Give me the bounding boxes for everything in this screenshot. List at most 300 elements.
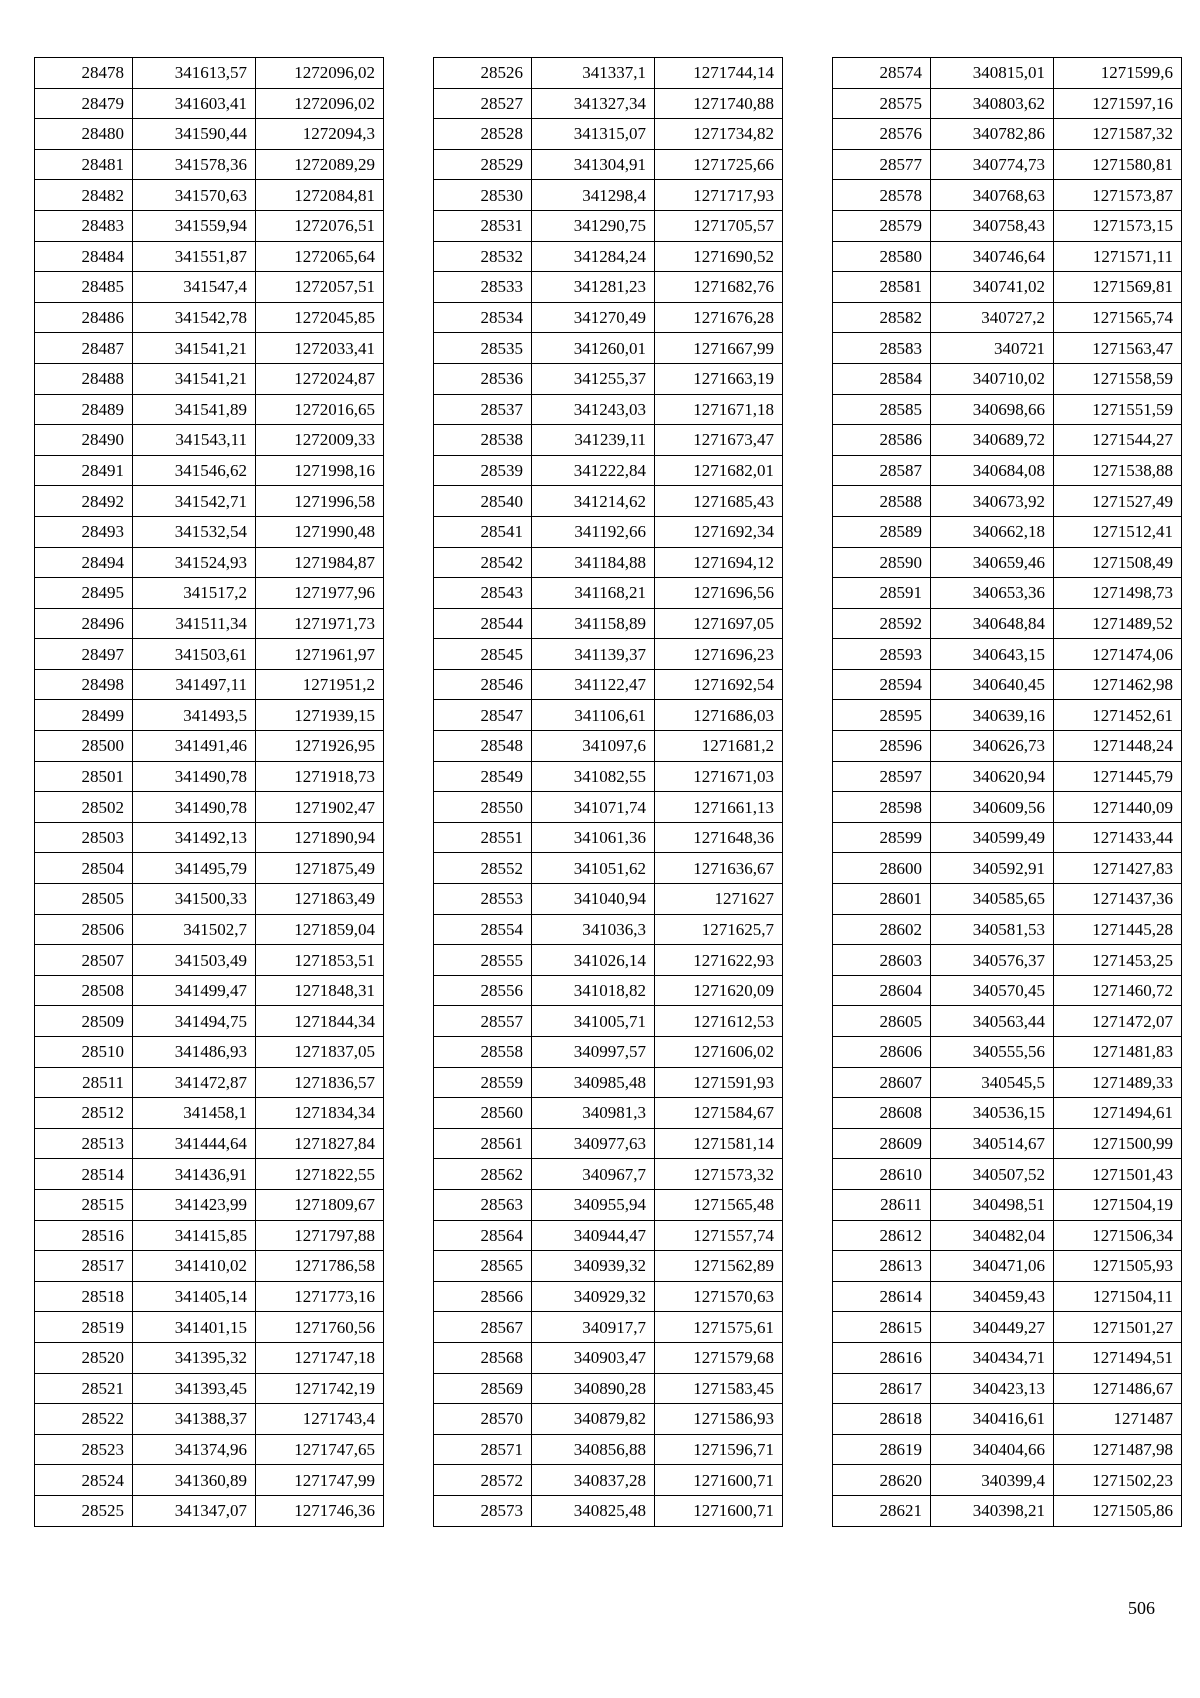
point-number-cell: 28498 [35,669,133,700]
x-coordinate-cell: 341298,4 [532,180,655,211]
y-coordinate-cell: 1271573,15 [1054,210,1182,241]
y-coordinate-cell: 1271696,56 [655,578,783,609]
x-coordinate-cell: 341106,61 [532,700,655,731]
x-coordinate-cell: 341492,13 [133,822,256,853]
y-coordinate-cell: 1271661,13 [655,792,783,823]
point-number-cell: 28509 [35,1006,133,1037]
y-coordinate-cell: 1271902,47 [256,792,384,823]
point-number-cell: 28613 [833,1251,931,1282]
x-coordinate-cell: 341222,84 [532,455,655,486]
y-coordinate-cell: 1272094,3 [256,119,384,150]
x-coordinate-cell: 341559,94 [133,210,256,241]
y-coordinate-cell: 1271489,52 [1054,608,1182,639]
y-coordinate-cell: 1271682,01 [655,455,783,486]
table-row [434,547,783,578]
y-coordinate-cell: 1271742,19 [256,1373,384,1404]
y-coordinate-cell: 1271890,94 [256,822,384,853]
y-coordinate-cell: 1271612,53 [655,1006,783,1037]
x-coordinate-cell: 341393,45 [133,1373,256,1404]
table-row [35,669,384,700]
point-number-cell: 28545 [434,639,532,670]
x-coordinate-cell: 340981,3 [532,1098,655,1129]
table-row [833,608,1182,639]
point-number-cell: 28570 [434,1404,532,1435]
x-coordinate-cell: 340698,66 [931,394,1054,425]
y-coordinate-cell: 1271579,68 [655,1342,783,1373]
point-number-cell: 28534 [434,302,532,333]
table-row [833,455,1182,486]
point-number-cell: 28603 [833,945,931,976]
y-coordinate-cell: 1271760,56 [256,1312,384,1343]
point-number-cell: 28526 [434,58,532,89]
y-coordinate-cell: 1271625,7 [655,914,783,945]
point-number-cell: 28487 [35,333,133,364]
table-row [833,149,1182,180]
point-number-cell: 28563 [434,1189,532,1220]
x-coordinate-cell: 340977,63 [532,1128,655,1159]
table-row [833,884,1182,915]
point-number-cell: 28559 [434,1067,532,1098]
page-number: 506 [1128,1598,1155,1618]
table-row [833,241,1182,272]
point-number-cell: 28558 [434,1037,532,1068]
y-coordinate-cell: 1271971,73 [256,608,384,639]
point-number-cell: 28595 [833,700,931,731]
table-row [434,1251,783,1282]
point-number-cell: 28564 [434,1220,532,1251]
point-number-cell: 28565 [434,1251,532,1282]
table-row [434,302,783,333]
table-row [833,394,1182,425]
y-coordinate-cell: 1271676,28 [655,302,783,333]
x-coordinate-cell: 341542,71 [133,486,256,517]
table-row [434,1312,783,1343]
x-coordinate-cell: 341243,03 [532,394,655,425]
point-number-cell: 28555 [434,945,532,976]
point-number-cell: 28554 [434,914,532,945]
table-row [833,1128,1182,1159]
point-number-cell: 28496 [35,608,133,639]
y-coordinate-cell: 1271501,43 [1054,1159,1182,1190]
y-coordinate-cell: 1271786,58 [256,1251,384,1282]
table-row [833,272,1182,303]
table-row [833,210,1182,241]
point-number-cell: 28587 [833,455,931,486]
y-coordinate-cell: 1271498,73 [1054,578,1182,609]
table-row [833,975,1182,1006]
point-number-cell: 28578 [833,180,931,211]
table-row [434,975,783,1006]
x-coordinate-cell: 341472,87 [133,1067,256,1098]
y-coordinate-cell: 1271453,25 [1054,945,1182,976]
y-coordinate-cell: 1271686,03 [655,700,783,731]
table-row [434,1342,783,1373]
x-coordinate-cell: 341018,82 [532,975,655,1006]
point-number-cell: 28501 [35,761,133,792]
y-coordinate-cell: 1271440,09 [1054,792,1182,823]
table-row [35,639,384,670]
point-number-cell: 28576 [833,119,931,150]
x-coordinate-cell: 341040,94 [532,884,655,915]
y-coordinate-cell: 1271834,34 [256,1098,384,1129]
x-coordinate-cell: 341327,34 [532,88,655,119]
table-row [434,669,783,700]
table-row [35,578,384,609]
table-row [434,853,783,884]
x-coordinate-cell: 340774,73 [931,149,1054,180]
point-number-cell: 28610 [833,1159,931,1190]
point-number-cell: 28573 [434,1495,532,1526]
x-coordinate-cell: 341122,47 [532,669,655,700]
table-body [833,58,1182,1527]
table-row [434,1067,783,1098]
x-coordinate-cell: 341532,54 [133,516,256,547]
table-row [35,1465,384,1496]
y-coordinate-cell: 1272076,51 [256,210,384,241]
table-row [434,945,783,976]
point-number-cell: 28560 [434,1098,532,1129]
y-coordinate-cell: 1271489,33 [1054,1067,1182,1098]
x-coordinate-cell: 341270,49 [532,302,655,333]
y-coordinate-cell: 1271445,79 [1054,761,1182,792]
table-row [35,486,384,517]
x-coordinate-cell: 341517,2 [133,578,256,609]
point-number-cell: 28601 [833,884,931,915]
x-coordinate-cell: 341458,1 [133,1098,256,1129]
table-row [35,180,384,211]
x-coordinate-cell: 340856,88 [532,1434,655,1465]
table-row [35,1404,384,1435]
y-coordinate-cell: 1271744,14 [655,58,783,89]
point-number-cell: 28516 [35,1220,133,1251]
point-number-cell: 28598 [833,792,931,823]
x-coordinate-cell: 341239,11 [532,425,655,456]
x-coordinate-cell: 341603,41 [133,88,256,119]
point-number-cell: 28503 [35,822,133,853]
x-coordinate-cell: 340721 [931,333,1054,364]
x-coordinate-cell: 341541,21 [133,363,256,394]
x-coordinate-cell: 340592,91 [931,853,1054,884]
x-coordinate-cell: 341097,6 [532,731,655,762]
point-number-cell: 28511 [35,1067,133,1098]
point-number-cell: 28540 [434,486,532,517]
y-coordinate-cell: 1271505,93 [1054,1251,1182,1282]
table-row [833,1006,1182,1037]
point-number-cell: 28615 [833,1312,931,1343]
table-row [434,700,783,731]
table-row [434,363,783,394]
x-coordinate-cell: 341490,78 [133,792,256,823]
y-coordinate-cell: 1271599,6 [1054,58,1182,89]
y-coordinate-cell: 1271506,34 [1054,1220,1182,1251]
point-number-cell: 28525 [35,1495,133,1526]
x-coordinate-cell: 341139,37 [532,639,655,670]
x-coordinate-cell: 340482,04 [931,1220,1054,1251]
x-coordinate-cell: 340643,15 [931,639,1054,670]
table-row [35,333,384,364]
table-row [35,1006,384,1037]
table-row [833,914,1182,945]
point-number-cell: 28523 [35,1434,133,1465]
x-coordinate-cell: 340434,71 [931,1342,1054,1373]
y-coordinate-cell: 1271508,49 [1054,547,1182,578]
x-coordinate-cell: 340471,06 [931,1251,1054,1282]
table-row [35,853,384,884]
x-coordinate-cell: 341401,15 [133,1312,256,1343]
point-number-cell: 28507 [35,945,133,976]
y-coordinate-cell: 1271445,28 [1054,914,1182,945]
point-number-cell: 28588 [833,486,931,517]
y-coordinate-cell: 1271951,2 [256,669,384,700]
table-row [35,1495,384,1526]
table-row [833,119,1182,150]
point-number-cell: 28543 [434,578,532,609]
table-row [434,578,783,609]
y-coordinate-cell: 1271437,36 [1054,884,1182,915]
table-row [833,425,1182,456]
x-coordinate-cell: 341255,37 [532,363,655,394]
x-coordinate-cell: 341260,01 [532,333,655,364]
table-row [833,1159,1182,1190]
y-coordinate-cell: 1272016,65 [256,394,384,425]
x-coordinate-cell: 340404,66 [931,1434,1054,1465]
x-coordinate-cell: 340581,53 [931,914,1054,945]
y-coordinate-cell: 1272065,64 [256,241,384,272]
y-coordinate-cell: 1271836,57 [256,1067,384,1098]
y-coordinate-cell: 1271504,11 [1054,1281,1182,1312]
y-coordinate-cell: 1271462,98 [1054,669,1182,700]
y-coordinate-cell: 1271563,47 [1054,333,1182,364]
point-number-cell: 28591 [833,578,931,609]
y-coordinate-cell: 1271571,11 [1054,241,1182,272]
point-number-cell: 28597 [833,761,931,792]
table-row [434,1434,783,1465]
table-row [434,516,783,547]
y-coordinate-cell: 1271697,05 [655,608,783,639]
point-number-cell: 28537 [434,394,532,425]
point-number-cell: 28619 [833,1434,931,1465]
x-coordinate-cell: 341395,32 [133,1342,256,1373]
y-coordinate-cell: 1271583,45 [655,1373,783,1404]
y-coordinate-cell: 1271573,87 [1054,180,1182,211]
table-row [434,1128,783,1159]
x-coordinate-cell: 340536,15 [931,1098,1054,1129]
table-row [434,1189,783,1220]
table-row [833,1434,1182,1465]
table-row [35,1189,384,1220]
table-row [35,425,384,456]
point-number-cell: 28519 [35,1312,133,1343]
point-number-cell: 28581 [833,272,931,303]
table-row [35,822,384,853]
x-coordinate-cell: 341502,7 [133,914,256,945]
table-row [833,669,1182,700]
x-coordinate-cell: 341158,89 [532,608,655,639]
x-coordinate-cell: 340399,4 [931,1465,1054,1496]
y-coordinate-cell: 1271427,83 [1054,853,1182,884]
point-number-cell: 28617 [833,1373,931,1404]
point-number-cell: 28596 [833,731,931,762]
table-row [833,302,1182,333]
x-coordinate-cell: 341551,87 [133,241,256,272]
point-number-cell: 28535 [434,333,532,364]
x-coordinate-cell: 340570,45 [931,975,1054,1006]
table-row [35,608,384,639]
table-row [434,1098,783,1129]
x-coordinate-cell: 340746,64 [931,241,1054,272]
table-row [35,88,384,119]
table-row [434,822,783,853]
point-number-cell: 28552 [434,853,532,884]
y-coordinate-cell: 1271538,88 [1054,455,1182,486]
point-number-cell: 28542 [434,547,532,578]
point-number-cell: 28606 [833,1037,931,1068]
y-coordinate-cell: 1271747,99 [256,1465,384,1496]
x-coordinate-cell: 340416,61 [931,1404,1054,1435]
table-row [35,1312,384,1343]
x-coordinate-cell: 341061,36 [532,822,655,853]
x-coordinate-cell: 340727,2 [931,302,1054,333]
x-coordinate-cell: 341486,93 [133,1037,256,1068]
table-row [434,394,783,425]
y-coordinate-cell: 1271848,31 [256,975,384,1006]
x-coordinate-cell: 340563,44 [931,1006,1054,1037]
point-number-cell: 28533 [434,272,532,303]
table-row [35,363,384,394]
x-coordinate-cell: 340837,28 [532,1465,655,1496]
y-coordinate-cell: 1271809,67 [256,1189,384,1220]
table-row [434,1220,783,1251]
y-coordinate-cell: 1271725,66 [655,149,783,180]
x-coordinate-cell: 341444,64 [133,1128,256,1159]
y-coordinate-cell: 1271837,05 [256,1037,384,1068]
table-row [833,822,1182,853]
x-coordinate-cell: 340929,32 [532,1281,655,1312]
table-row [833,792,1182,823]
x-coordinate-cell: 341374,96 [133,1434,256,1465]
x-coordinate-cell: 340659,46 [931,547,1054,578]
point-number-cell: 28531 [434,210,532,241]
point-number-cell: 28522 [35,1404,133,1435]
y-coordinate-cell: 1271717,93 [655,180,783,211]
point-number-cell: 28488 [35,363,133,394]
y-coordinate-cell: 1271565,74 [1054,302,1182,333]
table-row [833,180,1182,211]
y-coordinate-cell: 1272033,41 [256,333,384,364]
point-number-cell: 28512 [35,1098,133,1129]
point-number-cell: 28571 [434,1434,532,1465]
table-row [434,1495,783,1526]
point-number-cell: 28589 [833,516,931,547]
table-row [35,792,384,823]
y-coordinate-cell: 1271673,47 [655,425,783,456]
table-row [434,1281,783,1312]
table-row [434,639,783,670]
point-number-cell: 28582 [833,302,931,333]
table-row [434,731,783,762]
x-coordinate-cell: 340662,18 [931,516,1054,547]
point-number-cell: 28549 [434,761,532,792]
point-number-cell: 28483 [35,210,133,241]
x-coordinate-cell: 340639,16 [931,700,1054,731]
x-coordinate-cell: 341423,99 [133,1189,256,1220]
y-coordinate-cell: 1271597,16 [1054,88,1182,119]
x-coordinate-cell: 341082,55 [532,761,655,792]
y-coordinate-cell: 1271863,49 [256,884,384,915]
y-coordinate-cell: 1271648,36 [655,822,783,853]
table-row [833,547,1182,578]
x-coordinate-cell: 341524,93 [133,547,256,578]
x-coordinate-cell: 341511,34 [133,608,256,639]
y-coordinate-cell: 1271663,19 [655,363,783,394]
point-number-cell: 28485 [35,272,133,303]
x-coordinate-cell: 341613,57 [133,58,256,89]
y-coordinate-cell: 1271606,02 [655,1037,783,1068]
x-coordinate-cell: 340967,7 [532,1159,655,1190]
x-coordinate-cell: 340815,01 [931,58,1054,89]
x-coordinate-cell: 341493,5 [133,700,256,731]
x-coordinate-cell: 341388,37 [133,1404,256,1435]
table-row [434,1159,783,1190]
y-coordinate-cell: 1271671,18 [655,394,783,425]
point-number-cell: 28609 [833,1128,931,1159]
y-coordinate-cell: 1271747,18 [256,1342,384,1373]
x-coordinate-cell: 340710,02 [931,363,1054,394]
table-row [35,1342,384,1373]
x-coordinate-cell: 340609,56 [931,792,1054,823]
point-number-cell: 28594 [833,669,931,700]
x-coordinate-cell: 341494,75 [133,1006,256,1037]
point-number-cell: 28572 [434,1465,532,1496]
y-coordinate-cell: 1272089,29 [256,149,384,180]
table-row [35,914,384,945]
point-number-cell: 28478 [35,58,133,89]
table-row [35,700,384,731]
point-number-cell: 28568 [434,1342,532,1373]
y-coordinate-cell: 1271844,34 [256,1006,384,1037]
table-row [833,1037,1182,1068]
table-row [434,761,783,792]
y-coordinate-cell: 1271667,99 [655,333,783,364]
x-coordinate-cell: 341415,85 [133,1220,256,1251]
x-coordinate-cell: 341541,21 [133,333,256,364]
table-row [833,1189,1182,1220]
y-coordinate-cell: 1271694,12 [655,547,783,578]
x-coordinate-cell: 340673,92 [931,486,1054,517]
point-number-cell: 28541 [434,516,532,547]
table-row [35,1128,384,1159]
table-row [35,1037,384,1068]
x-coordinate-cell: 341284,24 [532,241,655,272]
point-number-cell: 28513 [35,1128,133,1159]
table-row [833,761,1182,792]
y-coordinate-cell: 1271620,09 [655,975,783,1006]
x-coordinate-cell: 341495,79 [133,853,256,884]
y-coordinate-cell: 1271998,16 [256,455,384,486]
coordinates-table-1 [34,57,384,1527]
x-coordinate-cell: 340640,45 [931,669,1054,700]
y-coordinate-cell: 1271747,65 [256,1434,384,1465]
y-coordinate-cell: 1271505,86 [1054,1495,1182,1526]
y-coordinate-cell: 1272084,81 [256,180,384,211]
table-row [35,761,384,792]
point-number-cell: 28494 [35,547,133,578]
table-row [434,792,783,823]
y-coordinate-cell: 1271822,55 [256,1159,384,1190]
x-coordinate-cell: 341168,21 [532,578,655,609]
table-row [35,1220,384,1251]
table-row [434,884,783,915]
